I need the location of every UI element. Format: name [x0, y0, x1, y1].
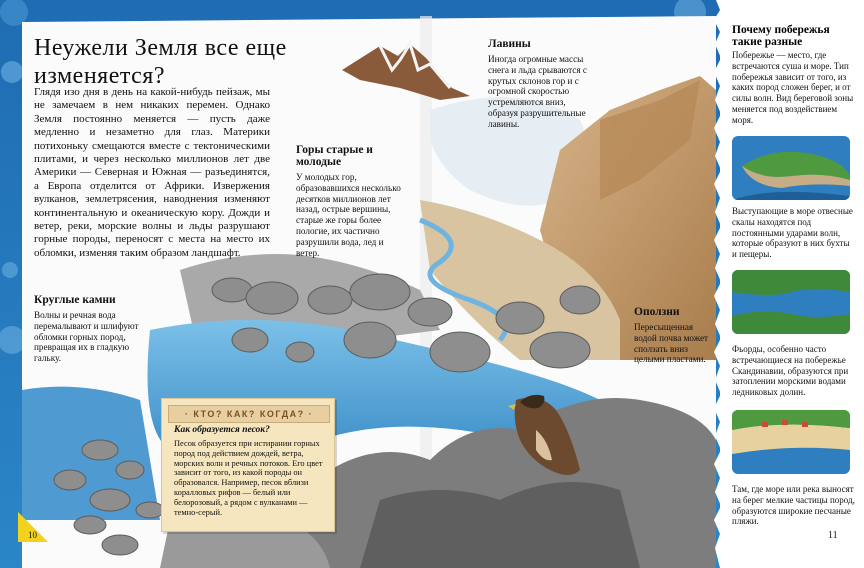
- pebbles-section: [34, 294, 144, 364]
- landslides-section: [634, 306, 718, 365]
- intro-paragraph: Глядя изо дня в день на какой-нибудь пейзаж, мы не замечаем в нем никаких перемен. Однако Земля постоянно меняется — пусть даже медленно и незаметно для глаз. Материки потихоньку смещаются вместе с тектоническими плитами, и через несколько миллионов лет две Америки — Северная и Южная — разъединятся, а Европа отделится от Африки. Извержения вулканов, землетрясения, наводнения изменяют континентальную и океаническую кору. Дожди и ветер, реки, морские волны и льды разрушают горные породы, переносят с места на место их обломки, изменяя таким образом ландшафт.: [34, 86, 270, 259]
- sidebar-cliffs-text: Выступающие в море отвесные скалы находятся под постоянными ударами волн, которые образуют в них бухты и пещеры.: [732, 206, 853, 260]
- avalanches-heading: Лавины: [488, 38, 531, 50]
- mountains-section: [296, 144, 406, 258]
- sidebar-intro: Побережье — место, где встречаются суша и море. Тип побережья зависит от того, из каких пород сложен берег, и от силы волн. Вид береговой зоны меняется под воздействием моря.: [732, 50, 854, 125]
- pebbles-text: Волны и речная вода перемалывают и шлифуют обломки горных пород, превращая их в гладкую гальку.: [34, 310, 139, 364]
- sidebar-fjords-text: Фьорды, особенно часто встречающиеся на побережье Скандинавии, образуются при затоплении морскими водами ледниковых долин.: [732, 344, 849, 398]
- page-number-left: [18, 512, 48, 542]
- fjord-thumbnail: [732, 270, 850, 334]
- page-title: Неужели Земля все еще изменяется?: [34, 35, 287, 89]
- mountains-heading: Горы старые и молодые: [296, 144, 373, 168]
- kto-box-header: · КТО? КАК? КОГДА? ·: [168, 405, 330, 423]
- sidebar-heading: Почему побережья такие разные: [732, 24, 830, 48]
- page-number-right: 11: [828, 530, 838, 541]
- landslides-text: Пересыщенная водой почва может сползать вниз целыми пластами.: [634, 322, 709, 365]
- landslides-heading: Оползни: [634, 306, 680, 318]
- kto-box-answer: Песок образуется при истирании горных пород под действием дождей, ветра, морских волн и речных потоков. Его цвет зависит от того, из какой породы он образовался. Например, песок вблизи коралловых рифов — белый или белорозовый, а рядом с вулканами — темно-серый.: [174, 439, 323, 517]
- page-number-left-text: 10: [28, 530, 37, 540]
- pebbles-heading: Круглые камни: [34, 294, 116, 306]
- avalanches-text: Иногда огромные массы снега и льда срываются с крутых склонов гор и с огромной скоростью устремляются вниз, образуя разрушительные лавины.: [488, 54, 587, 129]
- mountains-text: У молодых гор, образовавшихся несколько десятков миллионов лет назад, острые вершины, старые же горы более пологие, их частично разрушили вода, лед и ветер.: [296, 172, 401, 258]
- sidebar-beaches-text: Там, где море или река выносят на берег мелкие частицы пород, образуются широкие песчаные пляжи.: [732, 484, 855, 527]
- avalanches-section: [488, 38, 588, 130]
- beach-thumbnail: [732, 410, 850, 474]
- kto-kak-kogda-box: [161, 398, 335, 532]
- cliffs-thumbnail: [732, 136, 850, 200]
- kto-box-question: Как образуется песок?: [174, 425, 270, 435]
